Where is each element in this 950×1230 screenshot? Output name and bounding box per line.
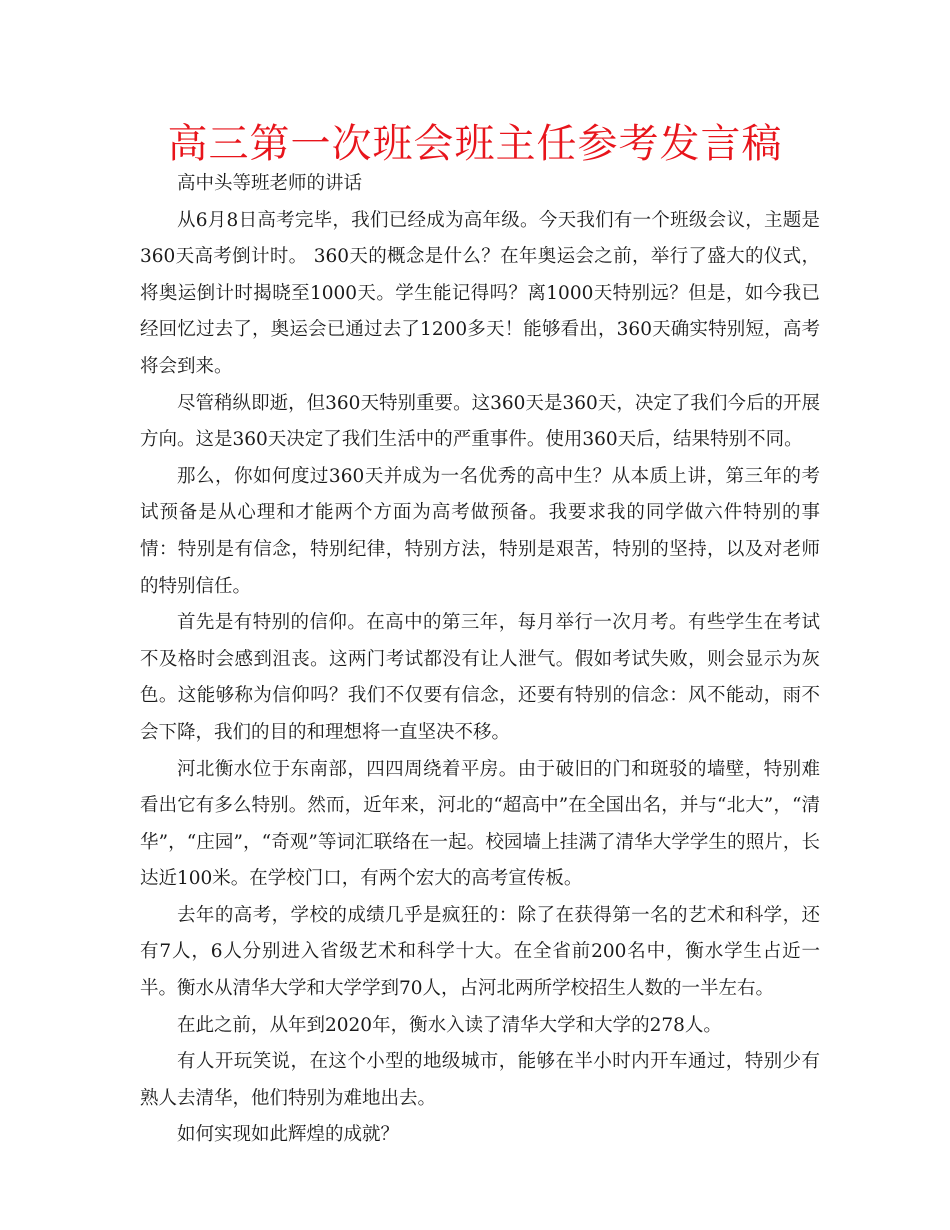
paragraph: 首先是有特别的信仰。在高中的第三年，每月举行一次月考。有些学生在考试不及格时会感到沮丧。这两门考试都没有让人泄气。假如考试失败，则会显示为灰色。这能够称为信仰吗？我们不仅要有信念，还要有特别的信念：风不能动，雨不会下降，我们的目的和理想将一直坚决不移。 bbox=[140, 612, 820, 743]
paragraph-subtitle: 高中头等班老师的讲话 bbox=[177, 173, 363, 194]
document-title: 高三第一次班会班主任参考发言稿 bbox=[167, 121, 783, 167]
paragraph: 有人开玩笑说，在这个小型的地级城市，能够在半小时内开车通过，特别少有熟人去清华，他们特别为难地出去。 bbox=[140, 1051, 820, 1109]
paragraph: 去年的高考，学校的成绩几乎是疯狂的：除了在获得第一名的艺术和科学，还有7人，6人分别进入省级艺术和科学十大。在全省前200名中，衡水学生占近一半。衡水从清华大学和大学学到70人，占河北两所学校招生人数的一半左右。 bbox=[140, 904, 820, 1000]
paragraph: 河北衡水位于东南部，四四周绕着平房。由于破旧的门和斑驳的墙壁，特别难看出它有多么特别。然而，近年来，河北的“超高中”在全国出名，并与“北大”，“清华”，“庄园”，“奇观”等词汇联络在一起。校园墙上挂满了清华大学学生的照片，长达近100米。在学校门口，有两个宏大的高考宣传板。 bbox=[140, 758, 820, 890]
document-body bbox=[140, 166, 820, 1154]
paragraph: 如何实现如此辉煌的成就？ bbox=[177, 1124, 400, 1146]
paragraph: 尽管稍纵即逝，但360天特别重要。这360天是360天，决定了我们今后的开展方向。这是360天决定了我们生活中的严重事件。使用360天后，结果特别不同。 bbox=[140, 392, 820, 451]
paragraph: 那么，你如何度过360天并成为一名优秀的高中生？从本质上讲，第三年的考试预备是从心理和才能两个方面为高考做预备。我要求我的同学做六件特别的事情：特别是有信念，特别纪律，特别方法，特别是艰苦，特别的坚持，以及对老师的特别信任。 bbox=[140, 465, 820, 597]
paragraph: 在此之前，从年到2020年，衡水入读了清华大学和大学的278人。 bbox=[177, 1014, 722, 1036]
paragraph: 从6月8日高考完毕，我们已经成为高年级。今天我们有一个班级会议，主题是360天高考倒计时。 360天的概念是什么？在年奥运会之前，举行了盛大的仪式，将奥运倒计时揭晓至1000天。学生能记得吗？离1000天特别远？但是，如今我已经回忆过去了，奥运会已通过去了1200多天！能够看出，360天确实特别短，高考将会到来。 bbox=[140, 209, 820, 377]
